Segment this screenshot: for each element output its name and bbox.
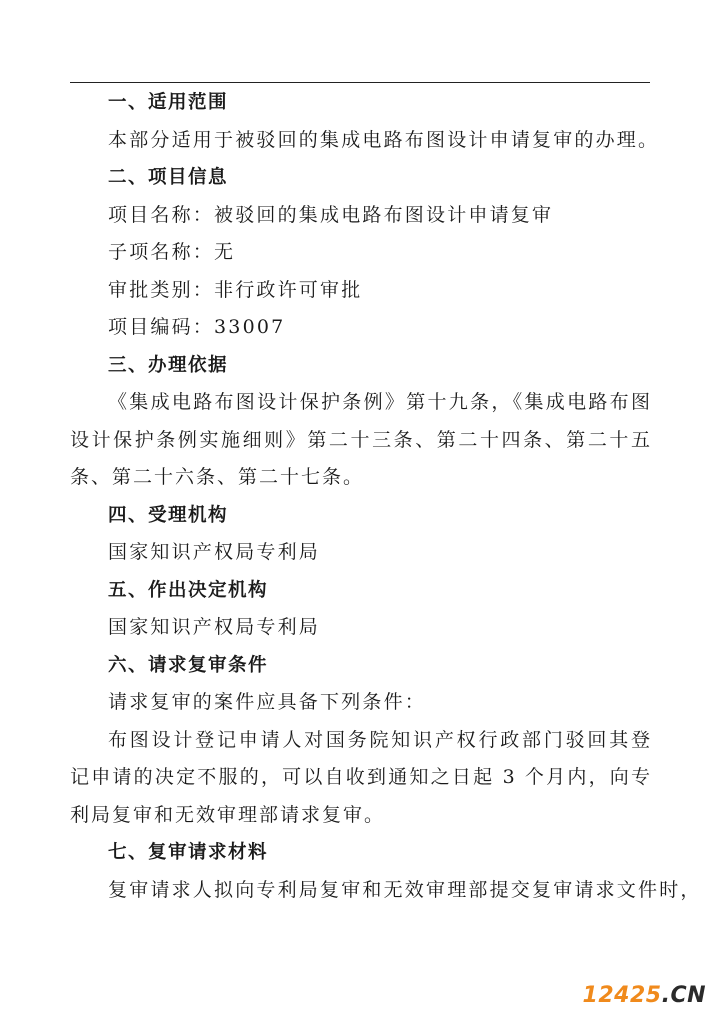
accepting-agency-text: 国家知识产权局专利局 <box>108 541 321 563</box>
approval-category: 审批类别：非行政许可审批 <box>108 278 363 301</box>
section-heading-deciding-agency: 五、作出决定机构 <box>108 579 269 601</box>
review-conditions-text: 布图设计登记申请人对国务院知识产权行政部门驳回其登记申请的决定不服的，可以自收到通知之日起 3 个月内，向专利局复审和无效审理部请求复审。 <box>70 728 652 826</box>
section-heading-scope: 一、适用范围 <box>108 92 229 113</box>
section-heading-accepting-agency: 四、受理机构 <box>108 504 229 526</box>
document-body <box>70 84 702 909</box>
deciding-agency-text: 国家知识产权局专利局 <box>108 616 321 638</box>
review-conditions-intro: 请求复审的案件应具备下列条件： <box>108 691 427 713</box>
project-code: 项目编码：33007 <box>108 316 286 338</box>
watermark-number: 12425 <box>582 983 662 1008</box>
watermark-dot: . <box>661 983 671 1008</box>
scope-text: 本部分适用于被驳回的集成电路布图设计申请复审的办理。 <box>108 128 660 151</box>
section-heading-review-materials: 七、复审请求材料 <box>108 842 269 863</box>
legal-basis-text: 《集成电路布图设计保护条例》第十九条，《集成电路布图设计保护条例实施细则》第二十三条、第二十四条、第二十五条、第二十六条、第二十七条。 <box>70 391 652 488</box>
header-rule <box>70 82 650 83</box>
section-heading-legal-basis: 三、办理依据 <box>108 354 229 376</box>
watermark-suffix: CN <box>670 983 706 1008</box>
sub-item-name: 子项名称：无 <box>108 241 236 263</box>
section-heading-project-info: 二、项目信息 <box>108 167 229 188</box>
project-name: 项目名称：被驳回的集成电路布图设计申请复审 <box>108 203 554 226</box>
section-heading-review-conditions: 六、请求复审条件 <box>108 654 269 676</box>
site-watermark-logo <box>583 983 706 1008</box>
review-materials-text: 复审请求人拟向专利局复审和无效审理部提交复审请求文件时， <box>108 878 702 901</box>
